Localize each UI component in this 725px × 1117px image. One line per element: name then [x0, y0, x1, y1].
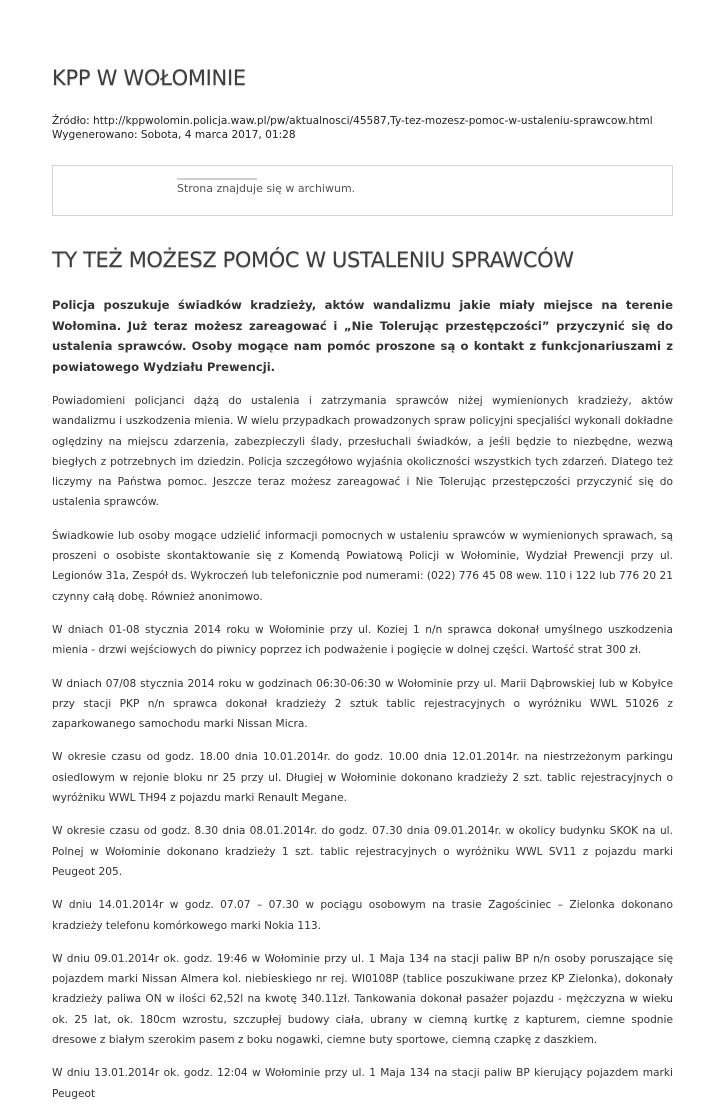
article-paragraph: W dniu 14.01.2014r w godz. 07.07 – 07.30 w pociągu osobowym na trasie Zagościniec – Zielonka dokonano kradzieży telefonu komórkowego marki Nokia 113.	[52, 899, 673, 932]
source-url-line: Źródło: http://kppwolomin.policja.waw.pl/pw/aktualnosci/45587,Ty-tez-mozesz-pomoc-w-ustaleniu-sprawcow.html	[52, 115, 653, 127]
generated-date-line: Wygenerowano: Sobota, 4 marca 2017, 01:28	[52, 129, 296, 141]
site-title: KPP W WOŁOMINIE	[52, 66, 246, 90]
article-paragraph: W okresie czasu od godz. 18.00 dnia 10.01.2014r. do godz. 10.00 dnia 12.01.2014r. na niestrzeżonym parkingu osiedlowym w rejonie bloku nr 25 przy ul. Długiej w Wołominie dokonano kradzieży 2 szt. tablic rejestracyjnych o wyróżniku WWL TH94 z pojazdu marki Renault Megane.	[52, 751, 673, 805]
article-body	[52, 391, 673, 1117]
article-paragraph: W dniu 13.01.2014r ok. godz. 12:04 w Wołominie przy ul. 1 Maja 134 na stacji paliw BP kierujący pojazdem marki Peugeot	[52, 1067, 673, 1100]
article-title: TY TEŻ MOŻESZ POMÓC W USTALENIU SPRAWCÓW	[52, 248, 574, 272]
source-meta	[52, 114, 653, 142]
article-paragraph: Powiadomieni policjanci dążą do ustalenia i zatrzymania sprawców niżej wymienionych kradzieży, aktów wandalizmu i uszkodzenia mienia. W wielu przypadkach prowadzonych spraw policyjni specjaliści wykonali dokładne oględziny na miejscu zdarzenia, zabezpieczyli ślady, przesłuchali świadków, a jeśli będzie to niezbędne, wezwą biegłych z potrzebnych im dziedzin. Policja szczegółowo wyjaśnia okoliczności wszystkich tych zdarzeń. Dlatego też liczymy na Państwa pomoc. Jeszcze teraz możesz zareagować i Nie Tolerując przestępczości przyczynić się do ustalenia sprawców.	[52, 395, 673, 509]
article-lead: Policja poszukuje świadków kradzieży, aktów wandalizmu jakie miały miejsce na terenie Wołomina. Już teraz możesz zareagować i „Nie Tolerując przestępczości” przyczynić się do ustalenia sprawców. Osoby mogące nam pomóc proszone są o kontakt z funkcjonariuszami z powiatowego Wydziału Prewencji.	[52, 298, 673, 374]
article-paragraph: W dniu 09.01.2014r ok. godz. 19:46 w Wołominie przy ul. 1 Maja 134 na stacji paliw BP n/n osoby poruszające się pojazdem marki Nissan Almera kol. niebieskiego nr rej. WI0108P (tablice poszukiwane przez KP Zielonka), dokonały kradzieży paliwa ON w ilości 62,52l na kwotę 340.11zł. Tankowania dokonał pasażer pojazdu - mężczyzna w wieku ok. 25 lat, ok. 180cm wzrostu, szczupłej budowy ciała, ubrany w ciemną kurtkę z kapturem, ciemne spodnie dresowe z białym szerokim pasem z boku nogawki, ciemne buty sportowe, ciemną czapkę z daszkiem.	[52, 952, 673, 1047]
article-paragraph: W dniach 01-08 stycznia 2014 roku w Wołominie przy ul. Koziej 1 n/n sprawca dokonał umyślnego uszkodzenia mienia - drzwi wejściowych do piwnicy poprzez ich podważenie i pogięcie w dolnej części. Wartość strat 300 zł.	[52, 623, 673, 657]
article-paragraph: W okresie czasu od godz. 8.30 dnia 08.01.2014r. do godz. 07.30 dnia 09.01.2014r. w okolicy budynku SKOK na ul. Polnej w Wołominie dokonano kradzieży 1 szt. tablic rejestracyjnych o wyróżniku WWL SV11 z pojazdu marki Peugeot 205.	[52, 825, 673, 878]
archive-notice-text: Strona znajduje się w archiwum.	[177, 182, 356, 195]
archive-notice-box	[52, 165, 673, 216]
article-paragraph: W dniach 07/08 stycznia 2014 roku w godzinach 06:30-06:30 w Wołominie przy ul. Marii Dąbrowskiej lub w Kobyłce przy stacji PKP n/n sprawca dokonał kradzieży 2 sztuk tablic rejestracyjnych o wyróżniku WWL 51026 z zaparkowanego samochodu marki Nissan Micra.	[52, 677, 673, 731]
article-paragraph: Świadkowie lub osoby mogące udzielić informacji pomocnych w ustaleniu sprawców w wymienionych sprawach, są proszeni o osobiste skontaktowanie się z Komendą Powiatową Policji w Wołominie, Wydział Prewencji przy ul. Legionów 31a, Zespół ds. Wykroczeń lub telefonicznie pod numerami: (022) 776 45 08 wew. 110 i 122 lub 776 20 21 czynny całą dobę. Również anonimowo.	[52, 529, 673, 603]
archive-notice-divider	[177, 178, 257, 180]
